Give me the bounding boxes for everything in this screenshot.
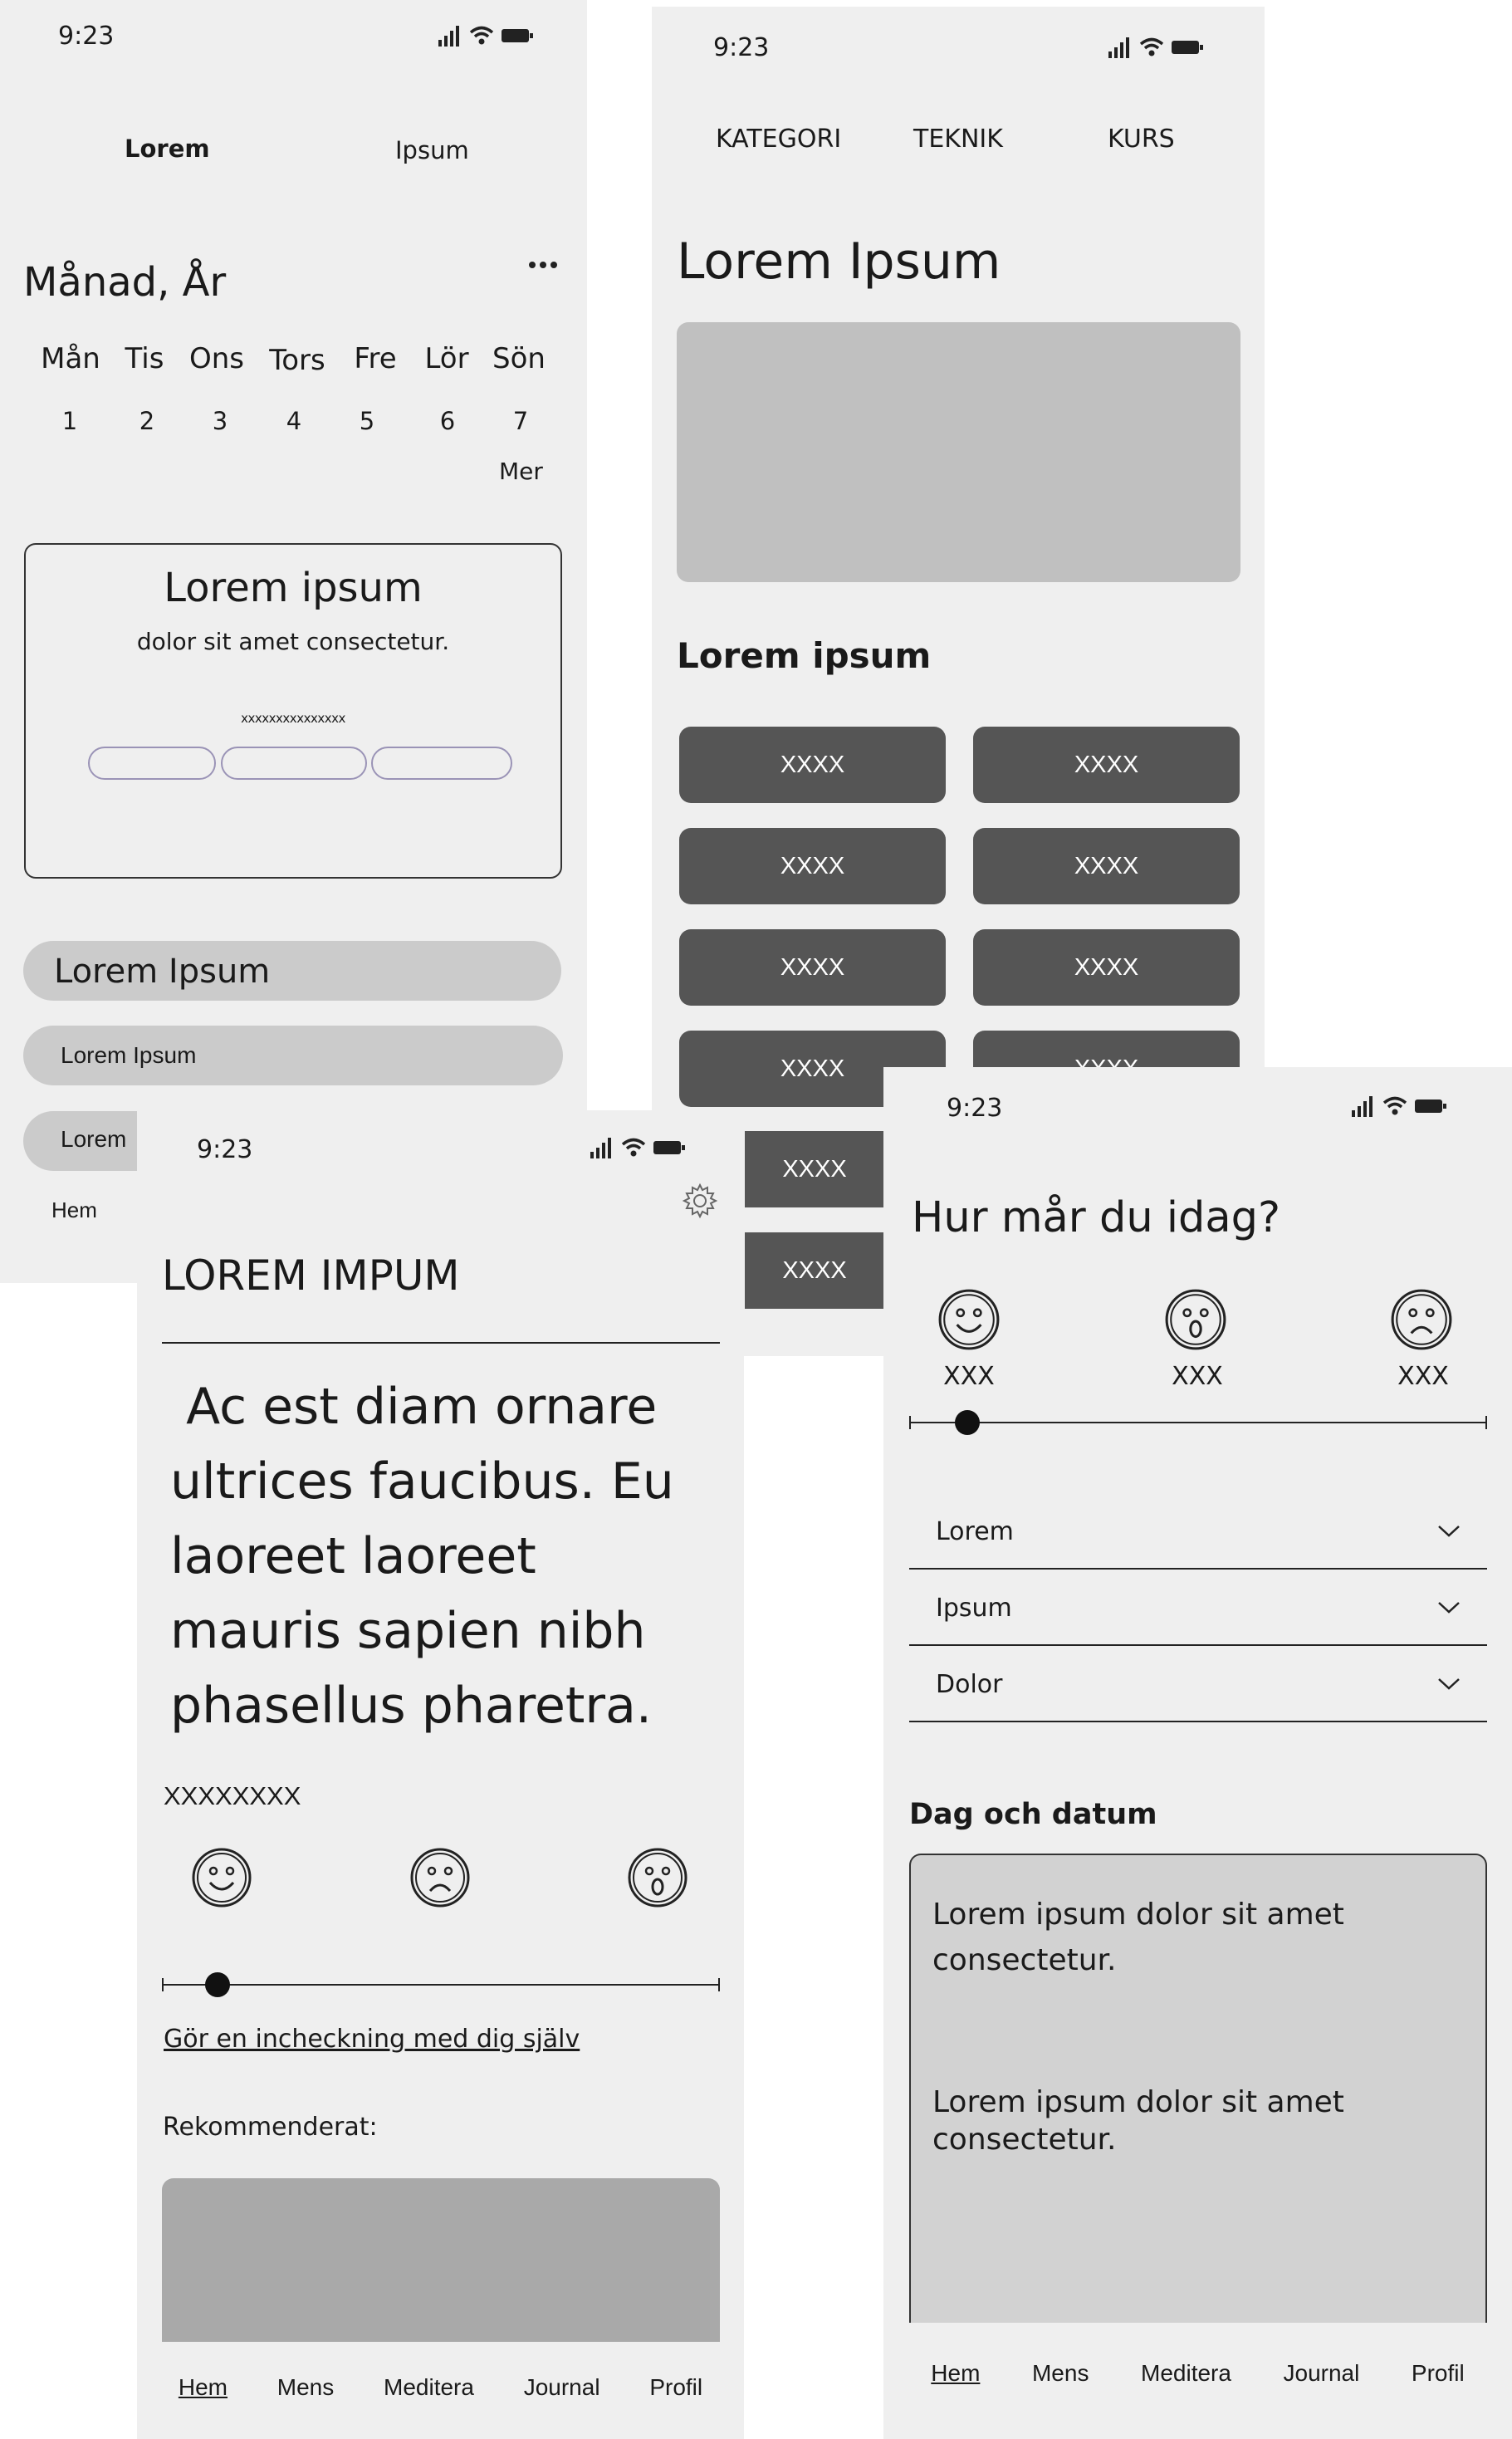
- nav-mens[interactable]: Mens: [276, 2374, 335, 2400]
- wifi-icon: [621, 1138, 646, 1158]
- battery-icon: [502, 27, 533, 44]
- category-button[interactable]: XXXX: [745, 1131, 884, 1207]
- chevron-down-icon: [1437, 1601, 1461, 1614]
- weekday: Lör: [424, 342, 469, 375]
- tab-teknik[interactable]: TEKNIK: [913, 125, 1003, 154]
- date-heading: Dag och datum: [909, 1798, 1157, 1831]
- weekday: Fre: [354, 342, 397, 375]
- mood-label: XXX: [943, 1362, 995, 1391]
- nav-journal[interactable]: Journal: [523, 2374, 600, 2400]
- divider: [162, 1342, 720, 1344]
- checkin-card: [24, 543, 562, 879]
- mood-slider[interactable]: [909, 1414, 1487, 1431]
- category-button[interactable]: XXXX: [973, 828, 1240, 904]
- ellipsis-icon[interactable]: [528, 257, 558, 273]
- dropdown-label: Lorem: [936, 1516, 1014, 1546]
- more-link[interactable]: Mer: [499, 458, 543, 485]
- category-button[interactable]: XXXX: [679, 1031, 946, 1107]
- status-time: 9:23: [713, 33, 770, 62]
- bottom-nav: [883, 2348, 1512, 2398]
- status-icons: [1352, 1095, 1446, 1117]
- weekday: Mån: [41, 342, 100, 375]
- nav-meditera[interactable]: Meditera: [1141, 2360, 1231, 2386]
- slider-thumb[interactable]: [955, 1410, 980, 1435]
- journal-text: Lorem ipsum dolor sit amet consectetur.: [932, 1898, 1344, 1977]
- pill-label: Lorem Ipsum: [54, 953, 271, 991]
- status-time: 9:23: [197, 1135, 253, 1164]
- signal-icon: [438, 25, 462, 47]
- dropdown-label: Ipsum: [936, 1593, 1012, 1623]
- calendar-screen: [0, 0, 587, 1283]
- pill-label: Lorem Ipsum: [61, 1042, 197, 1068]
- code-input[interactable]: [371, 747, 512, 780]
- date-cell[interactable]: 2: [139, 407, 155, 435]
- card-subtitle: dolor sit amet consectetur.: [136, 628, 450, 655]
- hero-image-placeholder: [677, 322, 1240, 582]
- weekday: Tis: [125, 342, 164, 375]
- nav-profil[interactable]: Profil: [1411, 2360, 1465, 2386]
- category-button[interactable]: XXXX: [745, 1232, 884, 1309]
- mood-slider[interactable]: [162, 1976, 720, 1993]
- recommended-label: Rekommenderat:: [163, 2113, 378, 2142]
- wifi-icon: [1382, 1096, 1407, 1116]
- dropdown-label: Dolor: [936, 1669, 1003, 1699]
- date-cell[interactable]: 7: [512, 407, 529, 435]
- date-cell[interactable]: 3: [212, 407, 228, 435]
- nav-home[interactable]: Hem: [178, 2374, 228, 2400]
- status-icons: [590, 1137, 685, 1158]
- dropdown-dolor[interactable]: [909, 1648, 1487, 1722]
- nav-home[interactable]: Hem: [51, 1197, 97, 1222]
- page-title: LOREM IMPUM: [162, 1251, 460, 1300]
- category-button[interactable]: XXXX: [679, 828, 946, 904]
- dropdown-ipsum[interactable]: [909, 1571, 1487, 1646]
- card-title: Lorem ipsum: [164, 565, 423, 611]
- surprised-icon[interactable]: [626, 1846, 689, 1909]
- category-button[interactable]: XXXX: [973, 727, 1240, 803]
- recommended-image-placeholder[interactable]: [162, 2178, 720, 2342]
- status-time: 9:23: [947, 1094, 1003, 1123]
- date-cell[interactable]: 6: [439, 407, 456, 435]
- smile-icon[interactable]: [190, 1846, 253, 1909]
- weekday: Ons: [188, 342, 245, 375]
- mood-label: XXX: [1172, 1362, 1223, 1391]
- tab-lorem[interactable]: Lorem: [125, 135, 210, 163]
- weekday: Sön: [492, 342, 546, 375]
- battery-icon: [1415, 1098, 1446, 1114]
- date-cell[interactable]: 5: [359, 407, 375, 435]
- nav-mens[interactable]: Mens: [1031, 2360, 1089, 2386]
- bottom-nav: [137, 2361, 744, 2414]
- code-input[interactable]: [221, 747, 367, 780]
- wifi-icon: [1139, 37, 1164, 57]
- signal-icon: [1108, 37, 1132, 58]
- code-input[interactable]: [88, 747, 216, 780]
- code-label: XXXXXXXX: [164, 1781, 301, 1810]
- checkin-screen: [137, 1110, 744, 2439]
- weekday: Tors: [269, 344, 325, 377]
- surprised-icon[interactable]: [1163, 1287, 1228, 1352]
- nav-profil[interactable]: Profil: [649, 2374, 703, 2400]
- battery-icon: [653, 1139, 685, 1156]
- date-cell[interactable]: 1: [61, 407, 78, 435]
- frown-icon[interactable]: [409, 1846, 472, 1909]
- journal-screen: [883, 1067, 1512, 2439]
- pill-button[interactable]: [23, 941, 561, 1001]
- battery-icon: [1172, 39, 1203, 56]
- card-code: xxxxxxxxxxxxxxx: [241, 711, 345, 726]
- nav-journal[interactable]: Journal: [1283, 2360, 1360, 2386]
- dropdown-lorem[interactable]: [909, 1495, 1487, 1570]
- chevron-down-icon: [1437, 1677, 1461, 1691]
- body-text: Ac est diam ornare ultrices faucibus. Eu laoreet laoreet mauris sapien nibh phasellus pharetra.: [170, 1378, 690, 1735]
- pill-button[interactable]: [23, 1026, 563, 1085]
- journal-entry-box[interactable]: [909, 1854, 1487, 2335]
- journal-text: Lorem ipsum dolor sit amet consectetur.: [932, 2085, 1344, 2157]
- wifi-icon: [469, 26, 494, 46]
- category-button[interactable]: XXXX: [679, 727, 946, 803]
- category-button[interactable]: XXXX: [679, 929, 946, 1006]
- signal-icon: [1352, 1095, 1375, 1117]
- mood-label: XXX: [1397, 1362, 1449, 1391]
- status-icons: [1108, 37, 1203, 58]
- tab-kategori[interactable]: KATEGORI: [716, 125, 842, 154]
- gear-icon[interactable]: [682, 1183, 718, 1222]
- slider-thumb[interactable]: [205, 1972, 230, 1997]
- nav-home[interactable]: Hem: [931, 2360, 981, 2386]
- mood-question: Hur mår du idag?: [912, 1193, 1281, 1242]
- chevron-down-icon: [1437, 1525, 1461, 1538]
- smile-icon[interactable]: [937, 1287, 1001, 1352]
- signal-icon: [590, 1137, 614, 1158]
- month-title: Månad, År: [23, 259, 227, 306]
- section-title: Lorem ipsum: [677, 635, 932, 676]
- page-title: Lorem Ipsum: [677, 233, 1001, 291]
- status-icons: [438, 25, 533, 47]
- checkin-link[interactable]: Gör en incheckning med dig själv: [164, 2025, 580, 2054]
- frown-icon[interactable]: [1389, 1287, 1454, 1352]
- date-cell[interactable]: 4: [286, 407, 302, 435]
- tab-ipsum[interactable]: Ipsum: [395, 136, 469, 164]
- category-button[interactable]: XXXX: [973, 929, 1240, 1006]
- nav-meditera[interactable]: Meditera: [384, 2374, 474, 2400]
- status-time: 9:23: [58, 22, 115, 51]
- tab-kurs[interactable]: KURS: [1108, 125, 1175, 154]
- pill-label: Lorem: [61, 1126, 127, 1152]
